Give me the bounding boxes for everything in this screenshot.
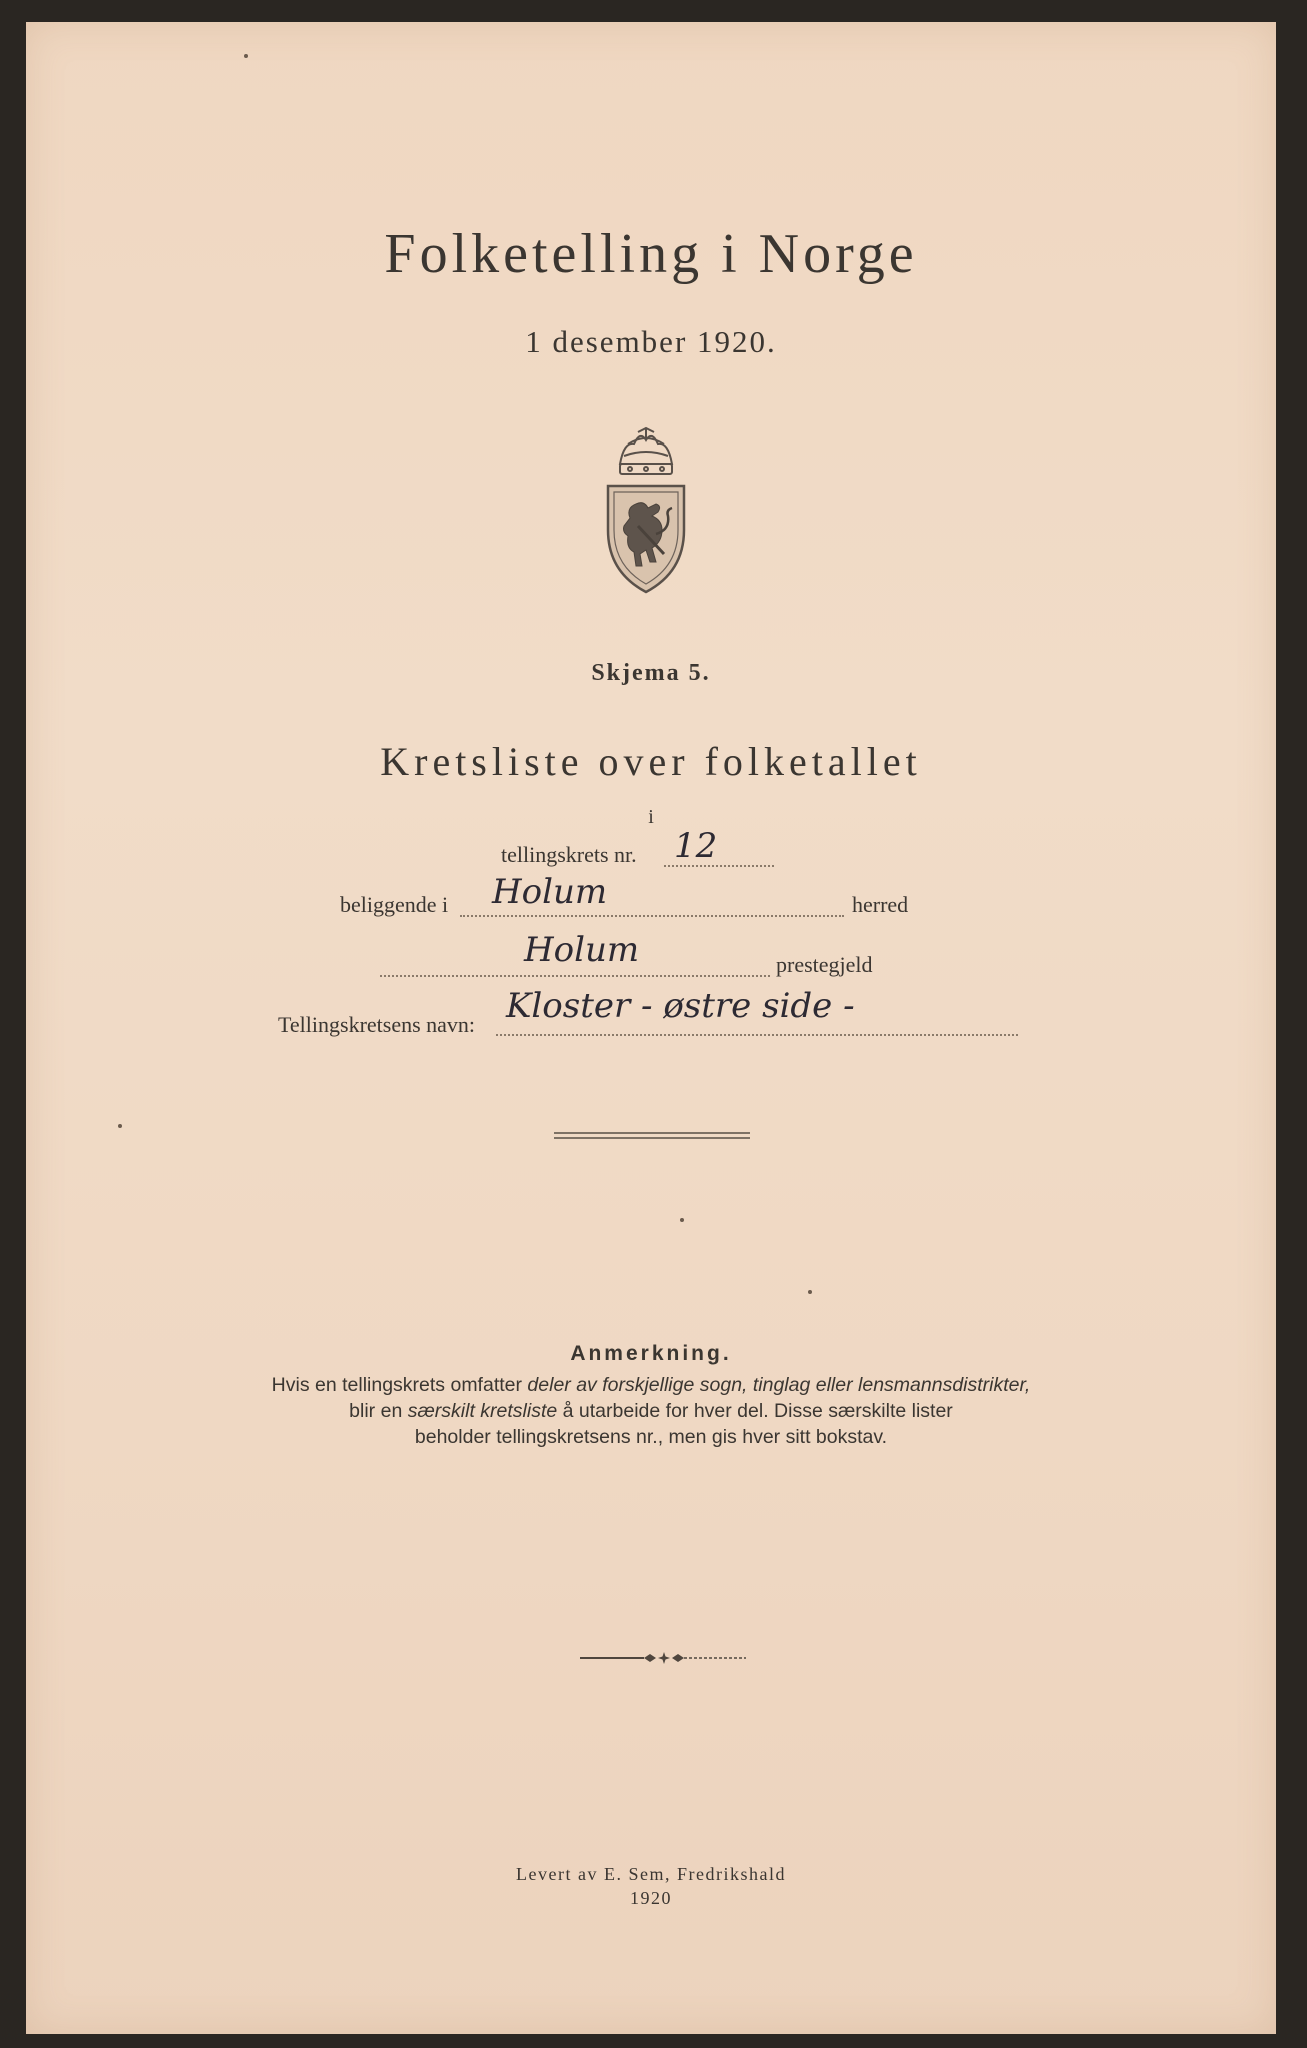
note-line-2: [26, 1400, 1276, 1423]
prestegjeld-dotted-line: [380, 975, 770, 977]
divider-line-top: [554, 1132, 750, 1134]
paper-speck: [680, 1218, 684, 1222]
note-line-1-start: Hvis en tellingskrets omfatter: [271, 1374, 528, 1396]
census-form-page: [26, 22, 1276, 2034]
kretsnavn-label: Tellingskretsens navn:: [278, 1012, 476, 1037]
printer-year: 1920: [630, 1888, 672, 1908]
beliggende-dotted-line: [460, 915, 844, 917]
note-line-3: beholder tellingskretsens nr., men gis hver sitt bokstav.: [414, 1426, 888, 1448]
herred-label: herred: [852, 892, 909, 917]
paper-speck: [244, 54, 248, 58]
paper-speck: [808, 1290, 812, 1294]
document-date: 1 desember 1920.: [525, 324, 777, 359]
note-line-2-italic: særskilt kretsliste: [407, 1400, 558, 1422]
beliggende-label: beliggende i: [340, 892, 449, 917]
note-line-1-italic: deler av forskjellige sogn, tinglag eller lensmannsdistrikter,: [527, 1374, 1031, 1396]
note-line-2-start: blir en: [349, 1400, 408, 1422]
paper-speck: [118, 1124, 122, 1128]
schema-number: Skjema 5.: [591, 660, 711, 686]
tellingskrets-label: tellingskrets nr.: [501, 842, 637, 867]
tellingskrets-number: 12: [674, 826, 718, 866]
kretsnavn-dotted-line: [496, 1034, 1018, 1036]
note-line-2-end: å utarbeide for hver del. Disse særskilte lister: [557, 1400, 953, 1422]
printer-credit: Levert av E. Sem, Fredrikshald: [516, 1864, 786, 1884]
herred-name: Holum: [492, 872, 608, 912]
ornamental-divider-icon: [578, 1648, 748, 1668]
kretsnavn-value: Kloster - østre side -: [506, 986, 855, 1026]
note-title: Anmerkning.: [570, 1342, 732, 1365]
norwegian-lion-coat-of-arms-icon: [598, 426, 694, 596]
connector-word: i: [648, 806, 654, 828]
prestegjeld-label: prestegjeld: [776, 952, 873, 977]
form-heading: Kretsliste over folketallet: [380, 739, 922, 784]
document-title: Folketelling i Norge: [384, 223, 918, 285]
note-line-1: [26, 1374, 1276, 1397]
divider-line-bottom: [554, 1137, 750, 1139]
prestegjeld-name: Holum: [524, 930, 640, 970]
